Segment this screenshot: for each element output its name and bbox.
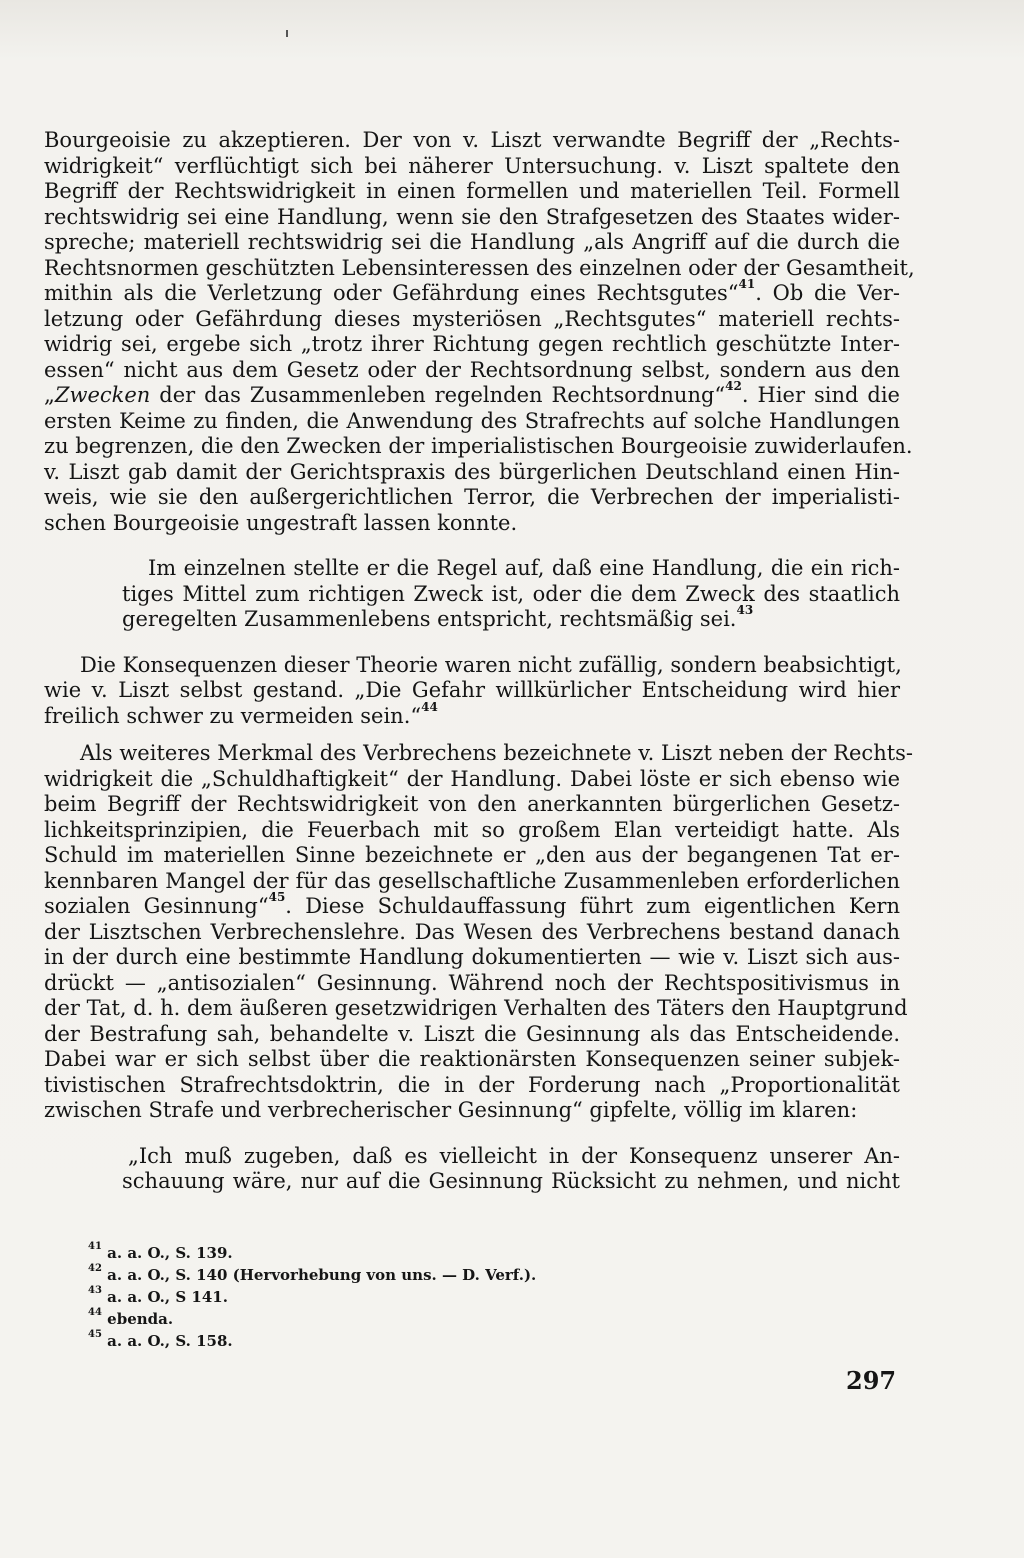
- paragraph-2: [44, 653, 900, 730]
- footnote-41: [88, 1242, 688, 1264]
- text-line: [44, 890, 900, 920]
- text-line: ersten Keime zu finden, die Anwendung des Strafrechts auf solche Handlungen: [44, 408, 900, 433]
- footnote-ref-44: 44: [421, 699, 438, 714]
- footnote-text: a. a. O., S 141.: [107, 1288, 228, 1306]
- text-segment: der das Zusammenleben regelnden Rechtsordnung“: [150, 383, 726, 407]
- print-speck: [286, 30, 288, 37]
- text-line: Begriff der Rechtswidrigkeit in einen formellen und materiellen Teil. Formell: [44, 179, 900, 203]
- text-line: beim Begriff der Rechtswidrigkeit von den anerkannten bürgerlichen Gesetz-: [44, 792, 900, 816]
- text-line: tivistischen Strafrechtsdoktrin, die in der Forderung nach „Proportionalität: [44, 1072, 900, 1097]
- text-line: wie v. Liszt selbst gestand. „Die Gefahr willkürlicher Entscheidung wird hier: [44, 678, 900, 702]
- text-line: widrigkeit die „Schuldhaftigkeit“ der Handlung. Dabei löste er sich ebenso wie: [44, 766, 900, 791]
- text-line: Die Konsequenzen dieser Theorie waren nicht zufällig, sondern beabsichtigt,: [80, 652, 902, 677]
- spacer: [44, 1124, 900, 1144]
- footnotes: [88, 1242, 688, 1352]
- text-line: letzung oder Gefährdung dieses mysteriösen „Rechtsgutes“ materiell rechts-: [44, 306, 900, 331]
- footnote-ref-45: 45: [268, 890, 286, 904]
- footnote-number: 44: [88, 1307, 102, 1318]
- footnote-number: 42: [88, 1263, 102, 1274]
- footnote-42: [88, 1264, 688, 1286]
- text-line: [44, 699, 900, 730]
- text-line: Bourgeoisie zu akzeptieren. Der von v. Liszt verwandte Begriff der „Rechts-: [44, 128, 900, 152]
- text-line: Rechtsnormen geschützten Lebensinteressen des einzelnen oder der Gesamtheit,: [44, 255, 915, 280]
- text-line: schen Bourgeoisie ungestraft lassen konnte.: [44, 510, 518, 535]
- text-line: weis, wie sie den außergerichtlichen Terror, die Verbrechen der imperialisti-: [44, 485, 900, 509]
- footnote-text: a. a. O., S. 158.: [107, 1332, 233, 1350]
- quote-line: „Ich muß zugeben, daß es vielleicht in der Konsequenz unserer An-: [128, 1143, 900, 1168]
- text-line: in der durch eine bestimmte Handlung dokumentierten — wie v. Liszt sich aus-: [44, 945, 900, 969]
- text-line: drückt — „antisozialen“ Gesinnung. Während noch der Rechtspositivismus in: [44, 970, 900, 995]
- quote-line: tiges Mittel zum richtigen Zweck ist, oder die dem Zweck des staatlich: [122, 581, 900, 606]
- footnote-text: ebenda.: [107, 1310, 174, 1328]
- quote-line: Im einzelnen stellte er die Regel auf, daß eine Handlung, die ein rich-: [148, 556, 900, 580]
- footnote-ref-43: 43: [736, 603, 754, 617]
- text-line: widrig sei, ergebe sich „trotz ihrer Richtung gegen rechtlich geschützte Inter-: [44, 332, 900, 356]
- text-line: der Tat, d. h. dem äußeren gesetzwidrigen Verhalten des Täters den Hauptgrund: [44, 996, 908, 1020]
- page-number: 297: [846, 1366, 897, 1395]
- text-line: Schuld im materiellen Sinne bezeichnete er „den aus der begangenen Tat er-: [44, 843, 900, 867]
- spacer: [44, 729, 900, 741]
- text-segment: geregelten Zusammenlebens entspricht, rechtsmäßig sei.: [122, 607, 737, 631]
- spacer: [44, 536, 900, 556]
- block-quote-2: [44, 1144, 900, 1195]
- paragraph-3: [44, 741, 914, 1124]
- text-line: widrigkeit“ verflüchtigt sich bei näherer Untersuchung. v. Liszt spaltete den: [44, 153, 900, 178]
- quote-line: [44, 603, 900, 633]
- text-segment: mithin als die Verletzung oder Gefährdung eines Rechtsgutes“: [44, 281, 739, 305]
- footnote-number: 41: [88, 1241, 102, 1252]
- text-line: v. Liszt gab damit der Gerichtspraxis des bürgerlichen Deutschland einen Hin-: [44, 459, 900, 484]
- text-line: der Lisztschen Verbrechenslehre. Das Wesen des Verbrechens bestand danach: [44, 919, 900, 944]
- footnote-ref-41: 41: [738, 277, 756, 291]
- text-line: lichkeitsprinzipien, die Feuerbach mit so großem Elan verteidigt hatte. Als: [44, 817, 900, 842]
- emphasis-zwecken: Zwecken: [54, 383, 151, 407]
- text-line: spreche; materiell rechtswidrig sei die Handlung „als Angriff auf die durch die: [44, 230, 900, 254]
- text-line: kennbaren Mangel der für das gesellschaftliche Zusammenleben erforderlichen: [44, 868, 900, 893]
- footnote-43: [88, 1286, 688, 1308]
- footnote-number: 43: [88, 1285, 102, 1296]
- block-quote-1: [44, 556, 900, 633]
- text-line: der Bestrafung sah, behandelte v. Liszt die Gesinnung als das Entscheidende.: [44, 1021, 900, 1046]
- text-line: zwischen Strafe und verbrecherischer Gesinnung“ gipfelte, völlig im klaren:: [44, 1098, 858, 1122]
- footnote-45: [88, 1330, 688, 1352]
- text-segment: . Ob die Ver-: [755, 281, 901, 305]
- text-line: Dabei war er sich selbst über die reaktionärsten Konsequenzen seiner subjek-: [44, 1047, 900, 1071]
- text-segment: . Diese Schuldauffassung führt zum eigentlichen Kern: [285, 894, 900, 918]
- text-line: [44, 277, 901, 307]
- text-line: [44, 379, 900, 409]
- footnote-number: 45: [88, 1329, 102, 1340]
- body-text: [44, 128, 915, 1195]
- text-line: Als weiteres Merkmal des Verbrechens bezeichnete v. Liszt neben der Rechts-: [80, 741, 914, 765]
- text-segment: „: [44, 383, 55, 407]
- footnote-44: [88, 1308, 688, 1330]
- text-segment: . Hier sind die: [741, 383, 900, 407]
- quote-line: schauung wäre, nur auf die Gesinnung Rücksicht zu nehmen, und nicht: [122, 1169, 900, 1193]
- text-line: zu begrenzen, die den Zwecken der imperialistischen Bourgeoisie zuwiderlaufen.: [44, 434, 913, 458]
- spacer: [44, 633, 900, 653]
- text-segment: freilich schwer zu vermeiden sein.“: [44, 703, 422, 728]
- text-segment: sozialen Gesinnung“: [44, 894, 269, 918]
- footnote-ref-42: 42: [725, 379, 742, 393]
- text-line: rechtswidrig sei eine Handlung, wenn sie den Strafgesetzen des Staates wider-: [44, 204, 900, 229]
- footnote-text: a. a. O., S. 140 (Hervorhebung von uns. — D. Verf.).: [107, 1266, 537, 1284]
- text-line: essen“ nicht aus dem Gesetz oder der Rechtsordnung selbst, sondern aus den: [44, 357, 900, 382]
- footnote-text: a. a. O., S. 139.: [107, 1244, 233, 1262]
- paragraph-1: [44, 128, 915, 536]
